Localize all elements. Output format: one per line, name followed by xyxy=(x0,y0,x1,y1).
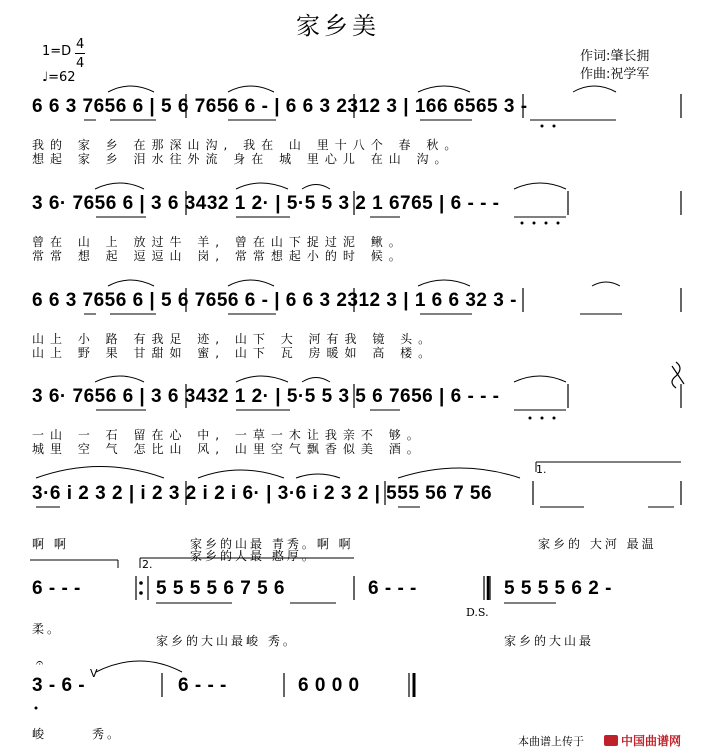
notation-line-6a: 6 - - - xyxy=(32,578,81,599)
notation-line-7a: 3 - 6 - xyxy=(32,675,86,696)
lyric-line-6c: 家乡的大山最 xyxy=(504,634,595,648)
key-signature: 1=D xyxy=(42,44,72,59)
notation-line-2: 3 6· 7656 6 | 3 6 3432 1 2· | 5·5 5 3 2 1 6765 | 6 - - - xyxy=(32,193,500,214)
lyric-line-3b: 山上 野 果 甘甜如 蜜, 山下 瓦 房暖如 高 楼。 xyxy=(32,346,437,360)
notation-line-3: 6 6 3 7656 6 | 5 6 7656 6 - | 6 6 3 2312 3 | 1 6 6 32 3 - xyxy=(32,290,517,311)
fermata-mark: 𝄐 xyxy=(36,656,44,671)
slurs xyxy=(36,86,620,672)
lyric-line-6b: 家乡的大山最峻 秀。 xyxy=(156,634,298,648)
octave-dots xyxy=(35,125,560,710)
page-title: 家乡美 xyxy=(296,12,380,40)
lyric-line-7b: 秀。 xyxy=(92,727,123,741)
notation-line-7c: 6 0 0 0 xyxy=(298,675,360,696)
composer-credit: 作曲:祝学军 xyxy=(580,67,650,82)
notation-line-6d: 5 5 5 5 6 2 - xyxy=(504,578,612,599)
volta-2-label: 2. xyxy=(142,558,153,571)
lyric-line-5d: 家乡的 大河 最温 xyxy=(538,537,657,551)
lyric-line-1b: 想起 家 乡 泪水往外流 身在 城 里心儿 在山 沟。 xyxy=(32,152,453,166)
segno-mark xyxy=(672,362,684,388)
lyric-line-1a: 我的 家 乡 在那深山沟, 我在 山 里十八个 春 秋。 xyxy=(32,138,463,152)
lyric-line-6a: 柔。 xyxy=(32,622,63,636)
lyric-line-5c: 家乡的人最 憨厚。 xyxy=(190,549,317,563)
time-signature-top: 4 xyxy=(76,37,85,52)
time-signature-bottom: 4 xyxy=(76,56,85,71)
lyric-line-4b: 城里 空 气 怎比山 风, 山里空气飘香似美 酒。 xyxy=(32,442,425,456)
volta-1-label: 1. xyxy=(536,463,547,476)
upload-notice: 本曲谱上传于 xyxy=(518,735,584,748)
lyric-line-3a: 山上 小 路 有我足 迹, 山下 大 河有我 镜 头。 xyxy=(32,332,437,346)
notation-line-6b: 5 5 5 5 6 7 5 6 xyxy=(156,578,285,599)
notation-line-1: 6 6 3 7656 6 | 5 6 7656 6 - | 6 6 3 2312 3 | 166 6565 3 - xyxy=(32,96,528,117)
tempo-mark: ♩=62 xyxy=(42,70,76,85)
notation-line-4: 3 6· 7656 6 | 3 6 3432 1 2· | 5·5 5 3 5 6 7656 | 6 - - - xyxy=(32,386,500,407)
lyric-line-5a: 啊 啊 xyxy=(32,537,69,551)
lyric-line-7a: 峻 xyxy=(32,727,48,741)
lyric-line-2b: 常常 想 起 逗逗山 岗, 常常想起小的时 候。 xyxy=(32,249,407,263)
lyric-line-4a: 一山 一 石 留在心 中, 一草一木让我亲不 够。 xyxy=(32,428,425,442)
site-brand-label: 中国曲谱网 xyxy=(621,734,682,748)
bar-lines xyxy=(136,94,681,697)
notation-line-5: 3·6 i 2 3 2 | i 2 3 2 i 2 i 6· | 3·6 i 2 3 2 | 555 56 7 56 xyxy=(32,483,493,504)
lyric-line-2a: 曾在 山 上 放过牛 羊, 曾在山下捉过泥 鳅。 xyxy=(32,235,407,249)
lyric-line-5b: 家乡的山最 青秀。啊 啊 xyxy=(190,537,354,551)
notation-line-7b: 6 - - - xyxy=(178,675,227,696)
ds-mark: D.S. xyxy=(466,606,489,619)
lyricist-credit: 作词:肇长拥 xyxy=(580,49,650,64)
underlines xyxy=(36,120,674,603)
volta-brackets xyxy=(30,462,681,568)
notation-line-6c: 6 - - - xyxy=(368,578,417,599)
breath-mark: V xyxy=(90,667,98,680)
